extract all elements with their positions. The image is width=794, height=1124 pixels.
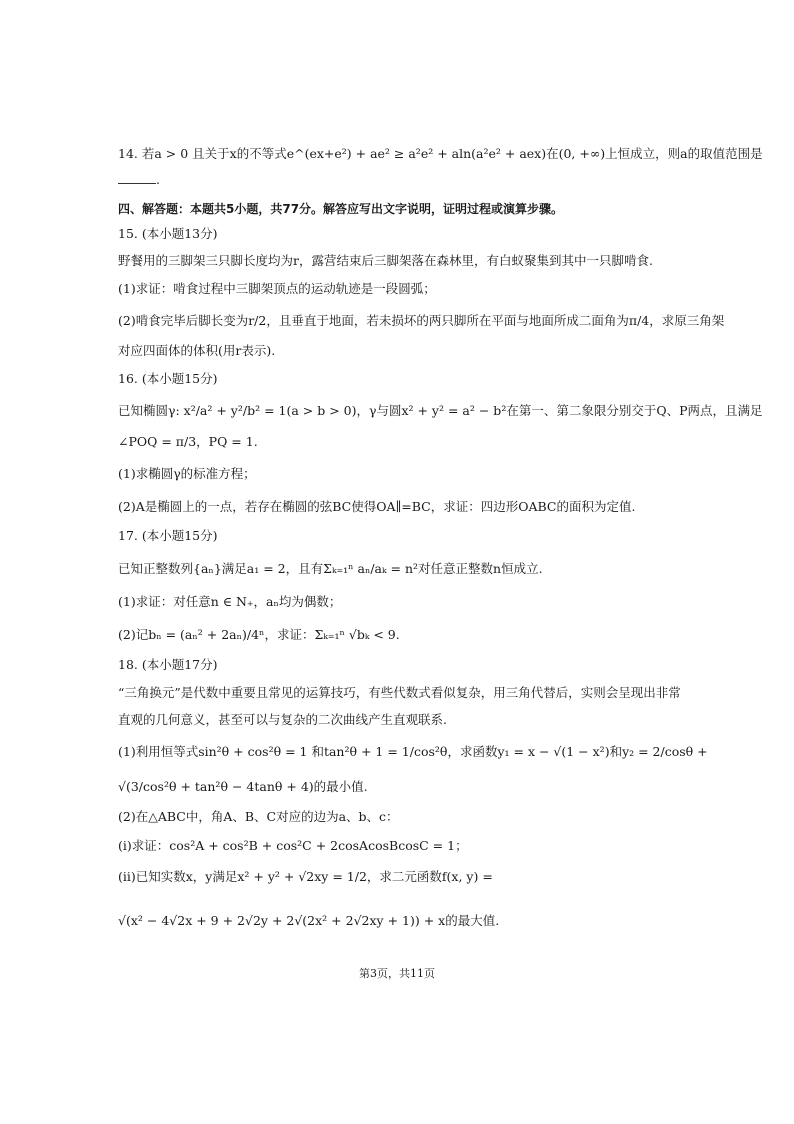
text-line: 已知正整数列{aₙ}满足a₁ = 2，且有Σₖ₌₁ⁿ aₙ/aₖ = n²对任意正整数n恒成立.	[118, 561, 543, 576]
text-line: (1)求证：对任意n ∈ N₊，aₙ均为偶数；	[118, 594, 342, 609]
text-line: 对应四面体的体积(用r表示).	[118, 343, 276, 358]
period: .	[156, 172, 160, 187]
answer-blank	[118, 171, 678, 189]
text-line: 已知椭圆γ: x²/a² + y²/b² = 1(a > b > 0)，γ与圆x² + y² = a² − b²在第一、第二象限分别交于Q、P两点，且满足	[118, 403, 763, 418]
text-line: (2)在△ABC中，角A、B、C对应的边为a、b、c：	[118, 809, 399, 824]
text-line: (2)A是椭圆上的一点，若存在椭圆的弦BC使得OA∥=BC，求证：四边形OABC的面积为定值.	[118, 499, 636, 514]
text-line: 14. 若a > 0 且关于x的不等式e^(ex+e²) + ae² ≥ a²e² + aln(a²e² + aex)在(0, +∞)上恒成立，则a的取值范围是	[118, 146, 763, 161]
text-line: (ii)已知实数x，y满足x² + y² + √2xy = 1/2，求二元函数f(x, y) =	[118, 869, 493, 884]
text-line: (1)求证：啃食过程中三脚架顶点的运动轨迹是一段圆弧；	[118, 281, 436, 296]
text-line: (2)啃食完毕后脚长变为r/2，且垂直于地面，若未损坏的两只脚所在平面与地面所成二面角为π/4，求原三角架	[118, 313, 725, 328]
text-line: 15. (本小题13分)	[118, 226, 218, 241]
text-line: √(x² − 4√2x + 9 + 2√2y + 2√(2x² + 2√2xy + 1)) + x的最大值.	[118, 913, 500, 928]
text-line: (i)求证：cos²A + cos²B + cos²C + 2cosAcosBcosC = 1；	[118, 838, 468, 853]
text-line: (2)记bₙ = (aₙ² + 2aₙ)/4ⁿ，求证：Σₖ₌₁ⁿ √bₖ < 9.	[118, 627, 400, 642]
text-line: 16. (本小题15分)	[118, 371, 218, 386]
text-line: ∠POQ = π/3，PQ = 1.	[118, 434, 258, 449]
text-line: (1)利用恒等式sin²θ + cos²θ = 1 和tan²θ + 1 = 1/cos²θ，求函数y₁ = x − √(1 − x²)和y₂ = 2/cosθ +	[118, 744, 708, 759]
fill-in-blank	[118, 171, 156, 184]
text-line: √(3/cos²θ + tan²θ − 4tanθ + 4)的最小值.	[118, 779, 368, 794]
text-line: “三角换元”是代数中重要且常见的运算技巧，有些代数式看似复杂，用三角代替后，实则会呈现出非常	[118, 685, 681, 700]
text-line: 野餐用的三脚架三只脚长度均为r，露营结束后三脚架落在森林里，有白蚁聚集到其中一只脚啃食.	[118, 253, 653, 268]
text-line: 直观的几何意义，甚至可以与复杂的二次曲线产生直观联系.	[118, 712, 447, 727]
text-line: 18. (本小题17分)	[118, 657, 218, 672]
text-line: (1)求椭圆γ的标准方程；	[118, 466, 256, 481]
page-footer: 第3页，共11页	[359, 967, 435, 980]
text-line: 17. (本小题15分)	[118, 528, 218, 543]
text-line: 四、解答题：本题共5小题，共77分。解答应写出文字说明，证明过程或演算步骤。	[118, 202, 564, 216]
